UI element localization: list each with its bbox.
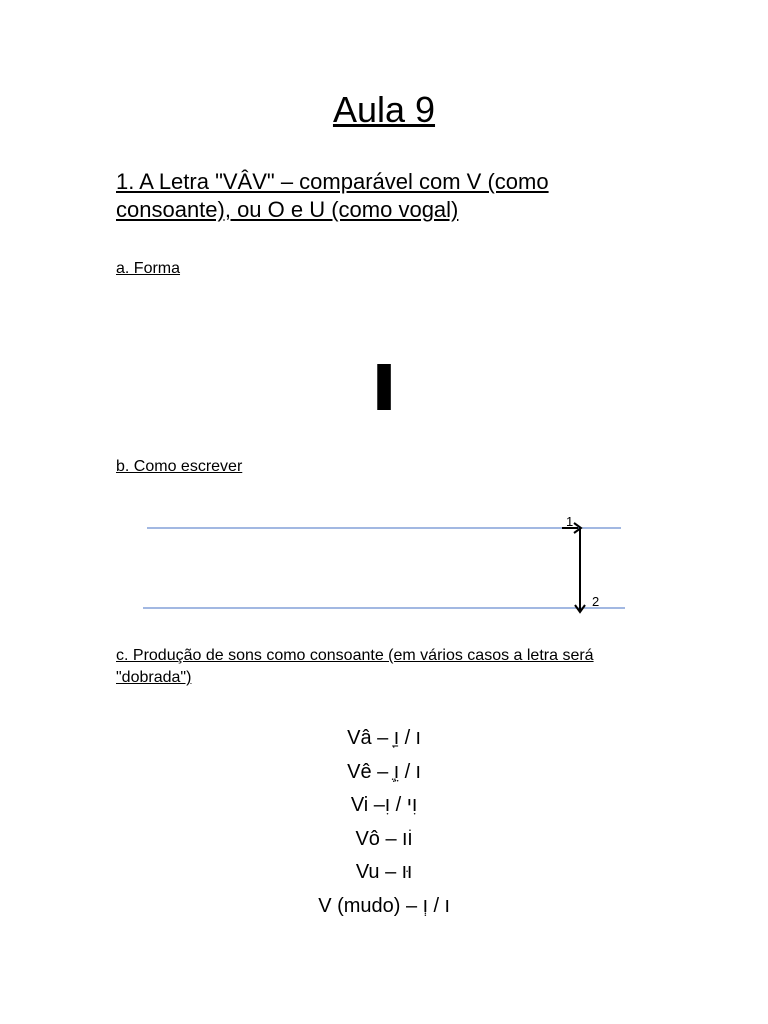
section-a-heading: a. Forma bbox=[116, 260, 181, 277]
stroke-label-1: 1 bbox=[566, 514, 574, 529]
page-title: Aula 9 bbox=[332, 89, 436, 130]
vav-letter-glyph: ו bbox=[369, 332, 399, 430]
sound-vu: Vu – וּו bbox=[355, 861, 413, 884]
sound-va: Vâ – ָו / וַ bbox=[347, 727, 421, 749]
writing-guide-diagram bbox=[140, 508, 640, 624]
sound-list bbox=[0, 722, 768, 924]
section-b-heading: b. Como escrever bbox=[116, 458, 243, 475]
sound-vo: Vô – וֹו bbox=[355, 827, 413, 850]
sound-v-mudo: V (mudo) – ו / וְ bbox=[318, 894, 450, 917]
lesson-heading: 1. A Letra "VÂV" – comparável com V (como consoante), ou O e U (como vogal) bbox=[116, 169, 549, 222]
stroke-label-2: 2 bbox=[592, 594, 600, 609]
sound-ve: Vê – ֶו / וֵ bbox=[347, 760, 421, 783]
section-c-heading: c. Produção de sons como consoante (em vários casos a letra será "dobrada") bbox=[116, 647, 594, 686]
sound-vi: Vi –וִי / וִ bbox=[350, 794, 418, 817]
